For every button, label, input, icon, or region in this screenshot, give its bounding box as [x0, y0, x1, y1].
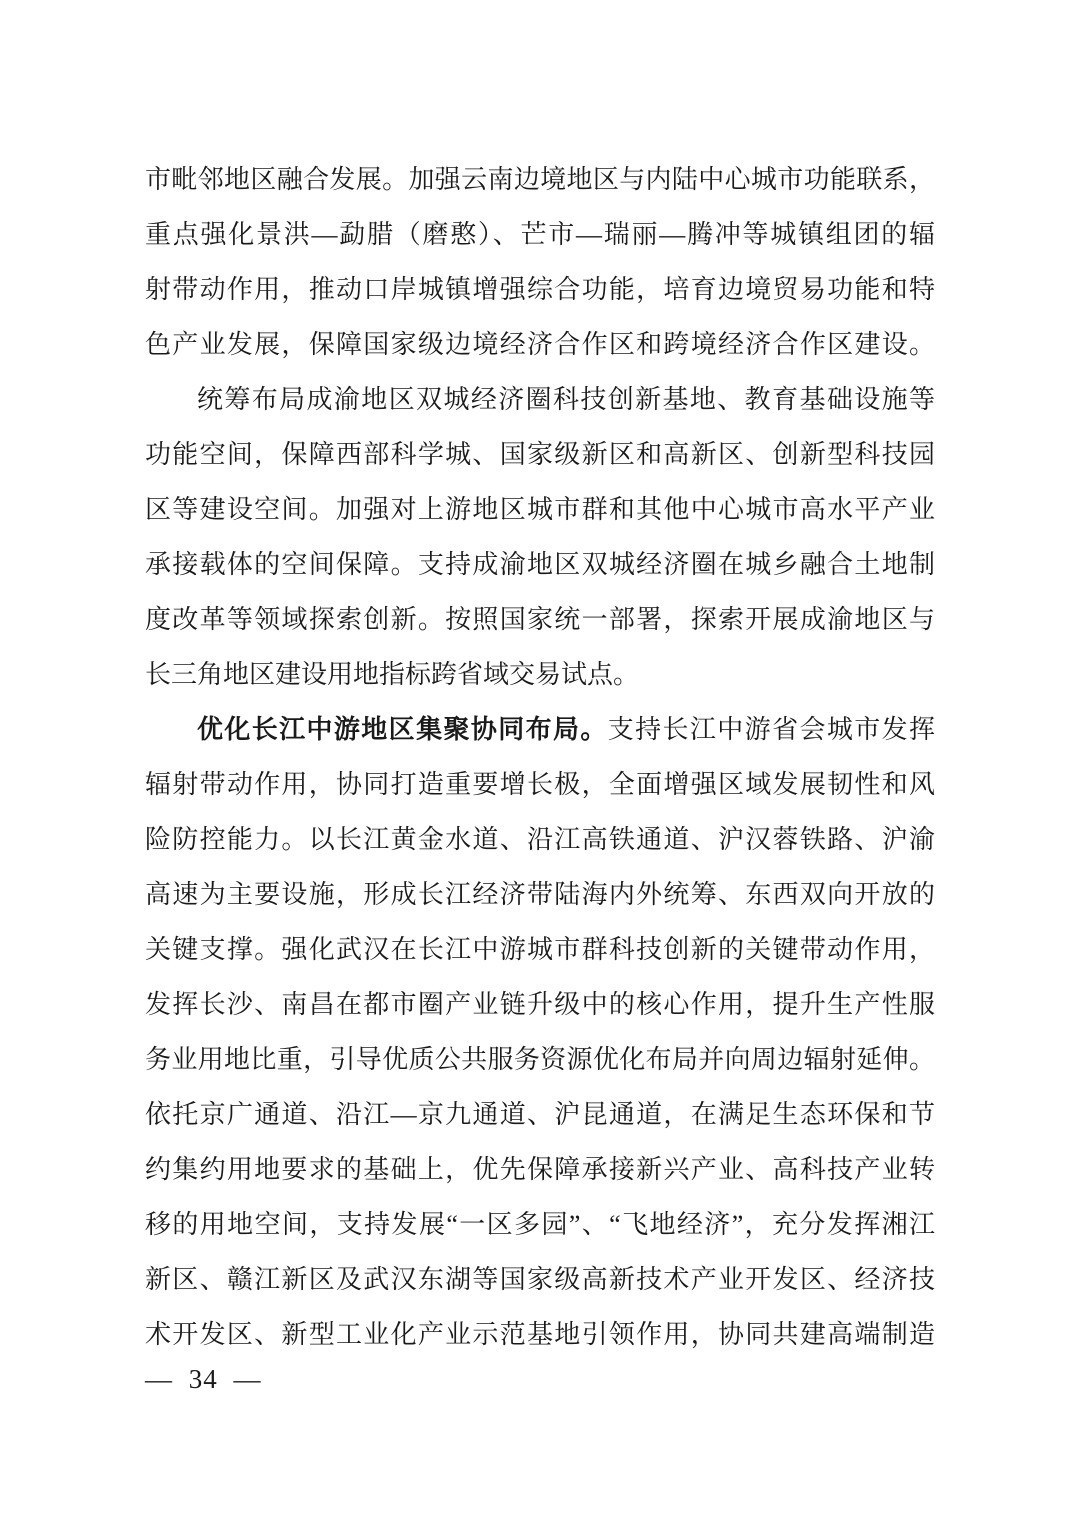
text-segment: 重点强化景洪—勐腊（磨憨）、芒市—瑞丽—腾冲等城镇组团的辐: [145, 220, 935, 249]
text-line: [145, 427, 935, 482]
text-line: [145, 262, 935, 317]
text-line: [145, 867, 935, 922]
text-line: [145, 1252, 935, 1307]
text-segment: 色产业发展，保障国家级边境经济合作区和跨境经济合作区建设。: [145, 330, 935, 359]
text-line: [145, 647, 935, 702]
text-segment: 支持长江中游省会城市发挥: [607, 715, 935, 744]
text-line: [145, 482, 935, 537]
yangtze-middle-reaches-paragraph: [145, 702, 935, 1362]
text-line: [145, 812, 935, 867]
text-segment: 新区、赣江新区及武汉东湖等国家级高新技术产业开发区、经济技: [145, 1265, 935, 1294]
chengyu-twin-city-paragraph: [145, 372, 935, 702]
text-line: [145, 977, 935, 1032]
text-line: [145, 922, 935, 977]
yunnan-border-paragraph: [145, 152, 935, 372]
text-segment: 发挥长沙、南昌在都市圈产业链升级中的核心作用，提升生产性服: [145, 990, 935, 1019]
text-segment: 长三角地区建设用地指标跨省域交易试点。: [145, 660, 640, 689]
text-line: [145, 757, 935, 812]
text-line: [145, 1197, 935, 1252]
text-line: [145, 702, 935, 757]
text-segment: 依托京广通道、沿江—京九通道、沪昆通道，在满足生态环保和节: [145, 1100, 935, 1129]
text-segment: 务业用地比重，引导优质公共服务资源优化布局并向周边辐射延伸。: [145, 1045, 935, 1074]
text-line: [145, 1087, 935, 1142]
text-line: [145, 152, 935, 207]
text-segment: 约集约用地要求的基础上，优先保障承接新兴产业、高科技产业转: [145, 1155, 935, 1184]
text-segment: 统筹布局成渝地区双城经济圈科技创新基地、教育基础设施等: [197, 385, 935, 414]
text-segment: 射带动作用，推动口岸城镇增强综合功能，培育边境贸易功能和特: [145, 275, 935, 304]
text-segment: 辐射带动作用，协同打造重要增长极，全面增强区域发展韧性和风: [145, 770, 935, 799]
text-segment: 市毗邻地区融合发展。加强云南边境地区与内陆中心城市功能联系，: [145, 165, 935, 194]
text-segment: 术开发区、新型工业化产业示范基地引领作用，协同共建高端制造: [145, 1320, 935, 1349]
text-segment: 关键支撑。强化武汉在长江中游城市群科技创新的关键带动作用，: [145, 935, 935, 964]
text-line: [145, 537, 935, 592]
text-segment: 功能空间，保障西部科学城、国家级新区和高新区、创新型科技园: [145, 440, 935, 469]
text-line: [145, 207, 935, 262]
text-segment: 险防控能力。以长江黄金水道、沿江高铁通道、沪汉蓉铁路、沪渝: [145, 825, 935, 854]
text-segment: 承接载体的空间保障。支持成渝地区双城经济圈在城乡融合土地制: [145, 550, 935, 579]
text-segment: 区等建设空间。加强对上游地区城市群和其他中心城市高水平产业: [145, 495, 935, 524]
text-segment: 移的用地空间，支持发展“一区多园”、“飞地经济”，充分发挥湘江: [145, 1210, 935, 1239]
text-segment: 高速为主要设施，形成长江经济带陆海内外统筹、东西双向开放的: [145, 880, 935, 909]
bold-lead-sentence: 优化长江中游地区集聚协同布局。: [197, 715, 608, 744]
text-line: [145, 317, 935, 372]
page-number: — 34 —: [145, 1364, 262, 1394]
document-text-block: [145, 152, 935, 1362]
text-line: [145, 1142, 935, 1197]
text-segment: 度改革等领域探索创新。按照国家统一部署，探索开展成渝地区与: [145, 605, 935, 634]
text-line: [145, 592, 935, 647]
text-line: [145, 372, 935, 427]
text-line: [145, 1032, 935, 1087]
text-line: [145, 1307, 935, 1362]
